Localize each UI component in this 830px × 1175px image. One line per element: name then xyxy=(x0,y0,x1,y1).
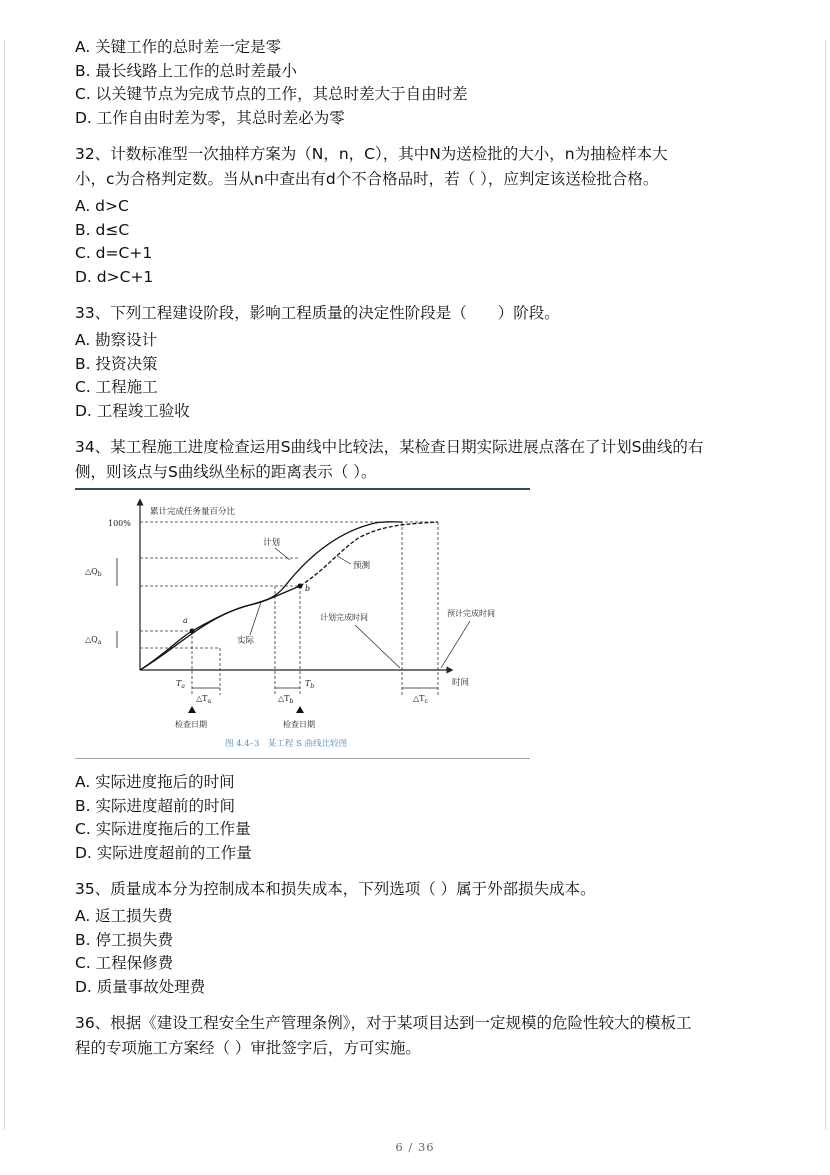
question-35 xyxy=(75,877,765,999)
tb-label: $T_b$ xyxy=(305,679,315,690)
plan-label: 计划 xyxy=(263,538,281,548)
point-b xyxy=(298,584,303,589)
question-36-line-1: 36、根据《建设工程安全生产管理条例》，对于某项目达到一定规模的危险性较大的模板工 xyxy=(75,1014,692,1032)
delta-tb-label: $\triangle T_b$ xyxy=(278,694,294,705)
q31-options xyxy=(75,36,765,130)
page-edge-right xyxy=(825,40,826,1130)
option-a: A. 关键工作的总时差一定是零 xyxy=(75,38,282,56)
page-separator: / xyxy=(408,1140,414,1154)
delta-ta-label: $\triangle T_a$ xyxy=(196,694,212,705)
forecast-curve xyxy=(300,522,438,586)
question-36 xyxy=(75,1011,765,1061)
option-b: B. 停工损失费 xyxy=(75,930,173,949)
option-d: D. 质量事故处理费 xyxy=(75,977,206,996)
actual-curve xyxy=(140,586,300,670)
option-b: B. 最长线路上工作的总时差最小 xyxy=(75,61,297,80)
page-number xyxy=(0,1140,830,1154)
option-b: B. 实际进度超前的时间 xyxy=(75,796,235,815)
ta-label: $T_a$ xyxy=(176,679,185,690)
option-c: C. 实际进度拖后的工作量 xyxy=(75,820,251,838)
forecast-finish-label: 预计完成时间 xyxy=(447,609,495,618)
option-d: D. d>C+1 xyxy=(75,267,154,286)
option-c: C. d=C+1 xyxy=(75,244,153,262)
option-a: A. d>C xyxy=(75,197,129,215)
question-33 xyxy=(75,301,765,423)
figure-caption: 图 4.4–3 某工程 S 曲线比较图 xyxy=(225,739,348,749)
y-axis-label: 累计完成任务量百分比 xyxy=(150,507,236,517)
question-32-line-2: 小，c为合格判定数。当从n中查出有d个不合格品时，若（ ），应判定该送检批合格。 xyxy=(75,170,659,188)
s-curve-diagram xyxy=(75,490,530,758)
option-c: C. 工程施工 xyxy=(75,378,158,396)
option-c: C. 工程保修费 xyxy=(75,954,174,972)
option-a: A. 返工损失费 xyxy=(75,907,173,925)
option-a: A. 勘察设计 xyxy=(75,331,158,349)
question-36-line-2: 程的专项施工方案经（ ）审批签字后，方可实施。 xyxy=(75,1039,421,1057)
delta-qa-label: $\triangle Q_a$ xyxy=(85,635,102,646)
check-date-marker-a xyxy=(188,706,196,713)
option-d: D. 工作自由时差为零，其总时差必为零 xyxy=(75,108,345,127)
option-b: B. 投资决策 xyxy=(75,354,158,373)
point-b-label: b xyxy=(305,584,311,593)
page-total: 36 xyxy=(417,1140,435,1154)
question-32 xyxy=(75,142,765,289)
question-34 xyxy=(75,435,765,865)
check-date-label-a: 检查日期 xyxy=(175,720,207,729)
x-axis-label: 时间 xyxy=(452,678,470,688)
page-edge-left xyxy=(4,40,5,1130)
point-a xyxy=(190,629,195,634)
question-33-line-1: 33、下列工程建设阶段，影响工程质量的决定性阶段是（ ）阶段。 xyxy=(75,304,560,322)
check-date-marker-b xyxy=(296,706,304,713)
question-35-line-1: 35、质量成本分为控制成本和损失成本，下列选项（ ）属于外部损失成本。 xyxy=(75,880,596,898)
s-curve-figure xyxy=(75,488,530,759)
option-c: C. 以关键节点为完成节点的工作，其总时差大于自由时差 xyxy=(75,85,468,103)
guide-lines xyxy=(140,522,440,695)
actual-label: 实际 xyxy=(237,636,255,646)
document-content xyxy=(75,36,765,1061)
option-a: A. 实际进度拖后的时间 xyxy=(75,773,235,791)
question-32-line-1: 32、计数标准型一次抽样方案为（N，n，C），其中N为送检批的大小，n为抽检样本大 xyxy=(75,145,668,163)
option-d: D. 实际进度超前的工作量 xyxy=(75,843,252,862)
check-date-label-b: 检查日期 xyxy=(283,720,315,729)
delta-tc-label: $\triangle T_c$ xyxy=(413,694,428,705)
point-a-label: a xyxy=(183,616,188,625)
plan-finish-label: 计划完成时间 xyxy=(320,613,368,622)
delta-qb-label: $\triangle Q_b$ xyxy=(85,567,102,578)
page-current: 6 xyxy=(395,1140,404,1154)
option-b: B. d≤C xyxy=(75,220,130,239)
forecast-label: 预测 xyxy=(353,561,371,571)
option-d: D. 工程竣工验收 xyxy=(75,401,190,420)
question-34-line-1: 34、某工程施工进度检查运用S曲线中比较法，某检查日期实际进展点落在了计划S曲线的右 xyxy=(75,438,704,456)
y-tick-100: 100% xyxy=(108,519,131,528)
question-34-line-2: 侧，则该点与S曲线纵坐标的距离表示（ ）。 xyxy=(75,463,377,481)
